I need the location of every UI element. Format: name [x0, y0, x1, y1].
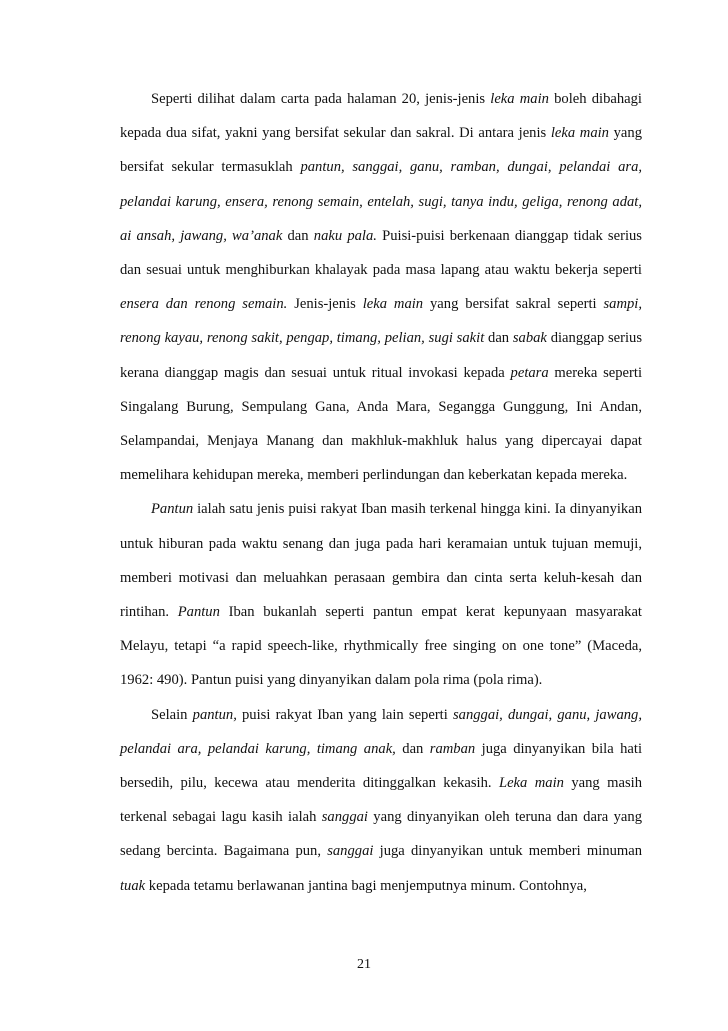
paragraph-3: Selain pantun, puisi rakyat Iban yang lain seperti sanggai, dungai, ganu, jawang, pelandai ara, pelandai karung, timang anak, dan ramban juga dinyanyikan bila hati bersedih, pilu, kecewa atau menderita ditinggalkan kekasih. Leka main yang masih terkenal sebagai lagu kasih ialah sanggai yang dinyanyikan oleh teruna dan dara yang sedang bercinta. Bagaimana pun, sanggai juga dinyanyikan untuk memberi minuman tuak kepada tetamu berlawanan jantina bagi menjemputnya minum. Contohnya,	[120, 706, 643, 894]
page-number: 21	[357, 957, 371, 972]
paragraph-1: Seperti dilihat dalam carta pada halaman 20, jenis-jenis leka main boleh dibahagi kepada dua sifat, yakni yang bersifat sekular dan sakral. Di antara jenis leka main yang bersifat sekular termasuklah pantun, sanggai, ganu, ramban, dungai, pelandai ara, pelandai karung, ensera, renong semain, entelah, sugi, tanya indu, geliga, renong adat, ai ansah, jawang, wa’anak dan naku pala. Puisi-puisi berkenaan dianggap tidak serius dan sesuai untuk menghiburkan khalayak pada masa lapang atau waktu bekerja seperti ensera dan renong semain. Jenis-jenis leka main yang bersifat sakral seperti sampi, renong kayau, renong sakit, pengap, timang, pelian, sugi sakit dan sabak dianggap serius kerana dianggap magis dan sesuai untuk ritual invokasi kepada petara mereka seperti Singalang Burung, Sempulang Gana, Anda Mara, Segangga Gunggung, Ini Andan, Selampandai, Menjaya Manang dan makhluk-makhluk halus yang dipercayai dapat memelihara kehidupan mereka, memberi perlindungan dan keberkatan kepada mereka.	[120, 91, 643, 484]
paragraph-2: Pantun ialah satu jenis puisi rakyat Iban masih terkenal hingga kini. Ia dinyanyikan untuk hiburan pada waktu senang dan juga pada hari keramaian untuk tujuan memuji, memberi motivasi dan meluahkan perasaan gembira dan cinta serta keluh-kesah dan rintihan. Pantun Iban bukanlah seperti pantun empat kerat kepunyaan masyarakat Melayu, tetapi “a rapid speech-like, rhythmically free singing on one tone” (Maceda, 1962: 490). Pantun puisi yang dinyanyikan dalam pola rima (pola rima).	[120, 501, 642, 689]
document-page	[120, 82, 642, 903]
